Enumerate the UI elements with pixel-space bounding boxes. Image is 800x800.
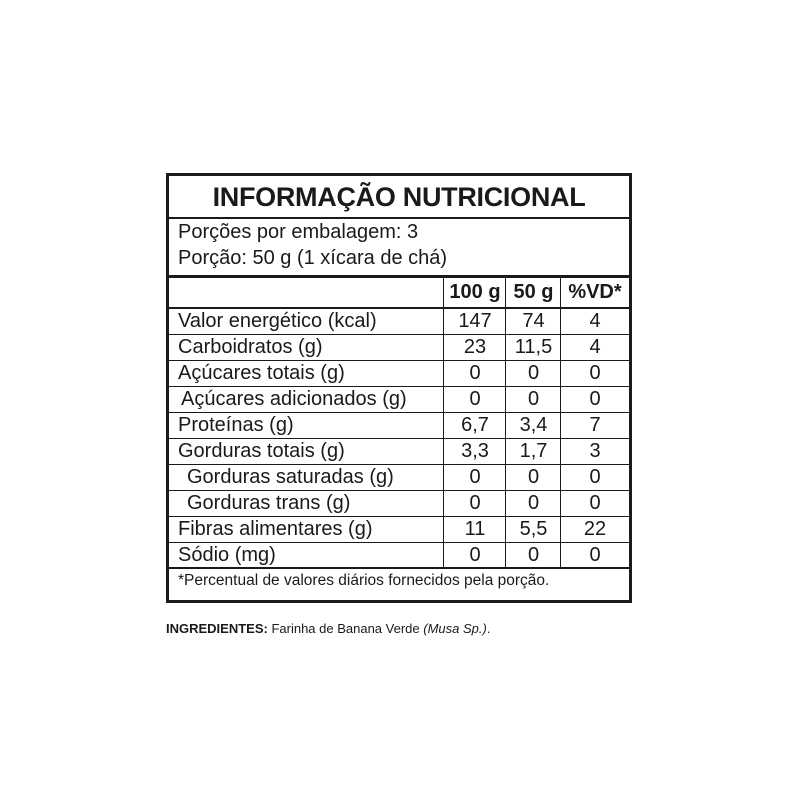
value-100g: 147 [458,310,492,332]
ingredients-line [166,621,490,636]
nutrient-name: Valor energético (kcal) [178,310,377,332]
ingredients-label: INGREDIENTES: [166,621,268,636]
nutrient-name: Gorduras trans (g) [187,492,351,514]
value-vd: 0 [589,543,601,566]
value-vd: 3 [589,440,601,462]
value-50g: 0 [527,388,540,410]
value-100g: 0 [469,543,481,566]
servings-per-package: Porções por embalagem: 3 [178,221,419,243]
ingredients-text: Farinha de Banana Verde [267,621,424,636]
footnote: *Percentual de valores diários fornecidos pela porção. [178,572,550,589]
value-50g: 0 [527,492,540,514]
value-100g: 0 [469,492,481,514]
value-100g: 23 [463,336,487,358]
value-100g: 0 [469,362,481,384]
value-vd: 0 [589,492,601,514]
value-50g: 1,7 [519,440,548,462]
column-header-50g: 50 g [513,281,554,303]
value-vd: 22 [583,518,607,540]
value-100g: 3,3 [461,440,489,462]
value-50g: 0 [527,543,540,566]
value-100g: 0 [469,388,481,410]
value-100g: 11 [464,518,486,540]
nutrient-name: Proteínas (g) [178,414,294,436]
ingredients-end: . [486,621,491,636]
column-header-100g: 100 g [449,281,501,303]
nutrient-name: Açúcares totais (g) [178,362,345,384]
value-50g: 5,5 [519,518,548,540]
nutrient-name: Açúcares adicionados (g) [181,388,407,410]
ingredients-scientific-name: (Musa Sp.) [423,621,487,636]
nutrient-name: Gorduras saturadas (g) [187,466,394,488]
serving-size: Porção: 50 g (1 xícara de chá) [178,247,448,269]
value-vd: 4 [589,310,601,332]
column-divider [505,278,506,567]
value-50g: 3,4 [519,414,548,436]
column-divider [443,278,444,567]
value-50g: 0 [527,466,540,488]
nutrient-name: Carboidratos (g) [178,336,323,358]
value-50g: 0 [527,362,540,384]
nutrient-name: Sódio (mg) [178,543,276,566]
value-vd: 4 [589,336,601,358]
nutrient-name: Gorduras totais (g) [178,440,345,462]
value-100g: 6,7 [461,414,489,436]
title-divider [169,217,629,219]
value-50g: 74 [522,310,545,332]
value-50g: 11,5 [514,336,553,358]
value-vd: 0 [589,362,601,384]
value-vd: 0 [589,466,601,488]
label-title: INFORMAÇÃO NUTRICIONAL [212,182,586,212]
column-header-vd: %VD* [568,281,622,303]
column-divider [560,278,561,567]
nutrition-facts-label [166,173,632,603]
value-vd: 7 [589,414,601,436]
nutrient-name: Fibras alimentares (g) [178,518,373,540]
value-100g: 0 [469,466,481,488]
value-vd: 0 [589,388,601,410]
